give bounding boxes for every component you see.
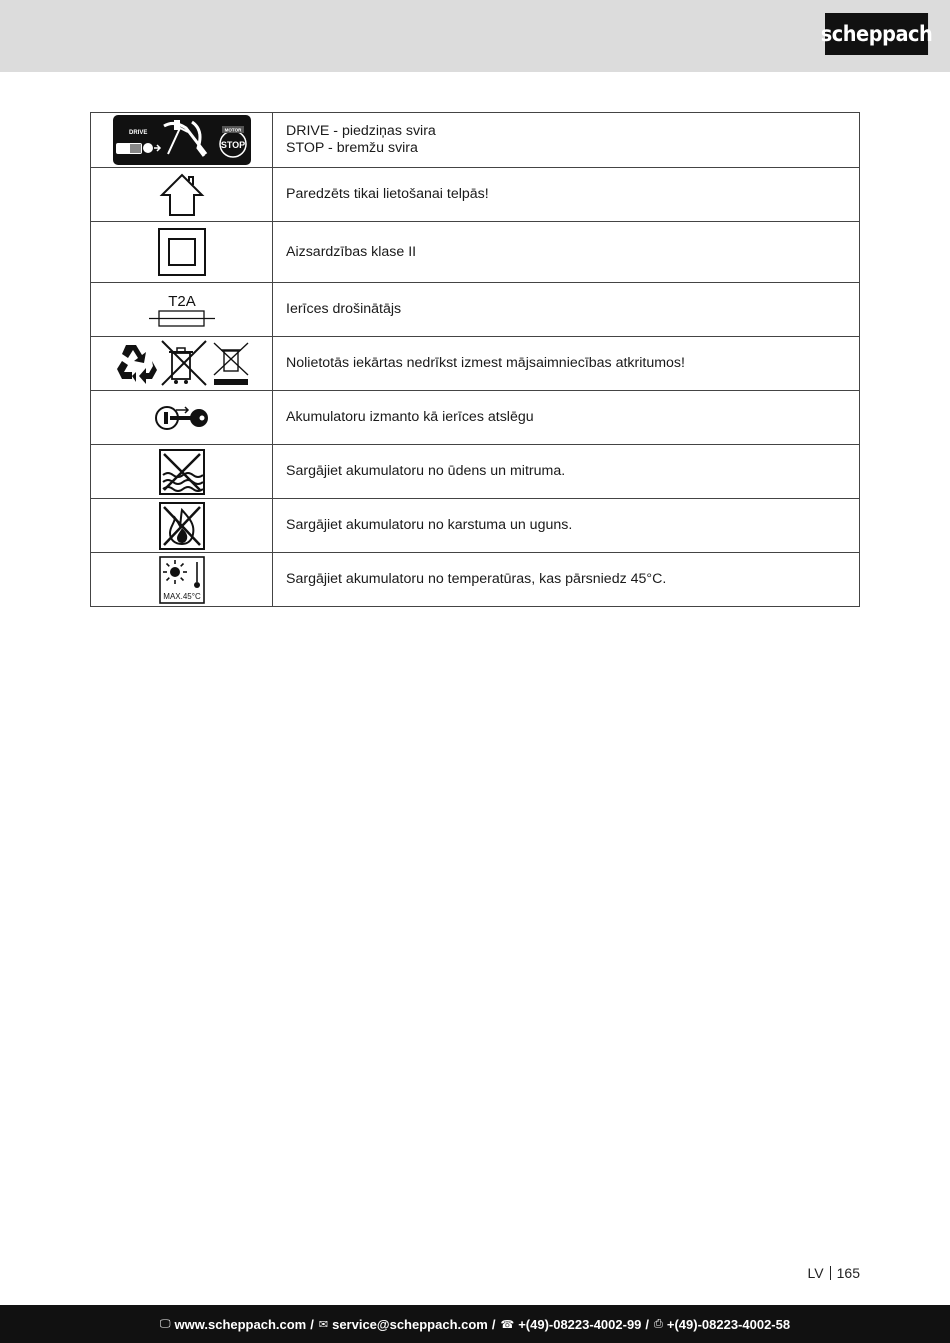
no-fire-icon — [159, 502, 205, 550]
motor-label: MOTOR — [224, 127, 241, 133]
description-line: Nolietotās iekārtas nedrīkst izmest mājsaimniecības atkritumos! — [286, 355, 685, 371]
text-cell — [273, 391, 860, 445]
recycling-icon — [117, 345, 157, 384]
description-line: STOP - bremžu svira — [286, 140, 418, 156]
fax-icon: ⎙ — [654, 1317, 663, 1330]
language-code: LV — [807, 1265, 824, 1281]
icon-cell — [91, 337, 273, 391]
table-row — [91, 445, 860, 499]
description-line: Sargājiet akumulatoru no karstuma un uguns. — [286, 517, 573, 533]
website-link[interactable]: www.scheppach.com — [174, 1316, 307, 1332]
table-row — [91, 337, 860, 391]
icon-cell — [91, 168, 273, 222]
description-line: DRIVE - piedziņas svira — [286, 123, 436, 139]
indoor-use-house-icon — [159, 173, 205, 217]
table-row — [91, 222, 860, 283]
crossed-bin-icon — [162, 341, 206, 385]
page-separator — [830, 1266, 831, 1280]
max-temp-label: MAX.45°C — [162, 591, 201, 601]
crossed-bin-bar-icon — [214, 343, 248, 385]
phone-icon: ☎ — [500, 1317, 515, 1331]
no-water-icon — [159, 449, 205, 495]
page-number-value: 165 — [836, 1265, 860, 1281]
computer-icon: 🖵 — [159, 1317, 171, 1330]
drive-stop-lever-icon — [112, 114, 252, 166]
symbols-table — [90, 112, 860, 607]
icon-cell — [91, 391, 273, 445]
protection-class-ii-icon — [158, 228, 206, 276]
text-cell — [273, 113, 860, 168]
footer-bar — [0, 1305, 950, 1343]
table-row — [91, 168, 860, 222]
description-line: Sargājiet akumulatoru no ūdens un mitruma. — [286, 463, 566, 479]
email-link[interactable]: service@scheppach.com — [332, 1316, 488, 1332]
text-cell — [273, 222, 860, 283]
text-cell — [273, 337, 860, 391]
text-cell — [273, 283, 860, 337]
text-cell — [273, 553, 860, 607]
phone-number: +(49)-08223-4002-99 — [518, 1316, 642, 1332]
stop-label: STOP — [220, 140, 245, 150]
separator: / — [310, 1316, 314, 1332]
fuse-label: T2A — [167, 292, 196, 310]
text-cell — [273, 168, 860, 222]
table-row — [91, 283, 860, 337]
page-number — [808, 1265, 860, 1281]
description-line: Akumulatoru izmanto kā ierīces atslēgu — [286, 409, 534, 425]
table-row — [91, 391, 860, 445]
max-temperature-icon — [159, 556, 205, 604]
description-line: Paredzēts tikai lietošanai telpās! — [286, 186, 489, 202]
text-cell — [273, 445, 860, 499]
icon-cell — [91, 113, 273, 168]
icon-cell — [91, 499, 273, 553]
drive-label: DRIVE — [128, 130, 147, 136]
description-line: Ierīces drošinātājs — [286, 301, 402, 317]
mail-icon: ✉ — [318, 1317, 329, 1331]
table-row — [91, 499, 860, 553]
separator: / — [491, 1316, 496, 1332]
scheppach-logo: scheppach — [825, 13, 928, 55]
description-line: Aizsardzības klase II — [286, 243, 417, 260]
recycling-weee-icon — [112, 339, 252, 389]
fuse-icon — [149, 291, 215, 329]
icon-cell — [91, 553, 273, 607]
table-row — [91, 113, 860, 168]
fax-number: +(49)-08223-4002-58 — [666, 1316, 791, 1332]
icon-cell — [91, 283, 273, 337]
text-cell — [273, 499, 860, 553]
description-line: Sargājiet akumulatoru no temperatūras, kas pārsniedz 45°C. — [286, 571, 667, 587]
header-band — [0, 0, 950, 72]
icon-cell — [91, 445, 273, 499]
battery-key-icon — [154, 404, 210, 432]
separator: / — [645, 1316, 650, 1332]
icon-cell — [91, 222, 273, 283]
table-row — [91, 553, 860, 607]
